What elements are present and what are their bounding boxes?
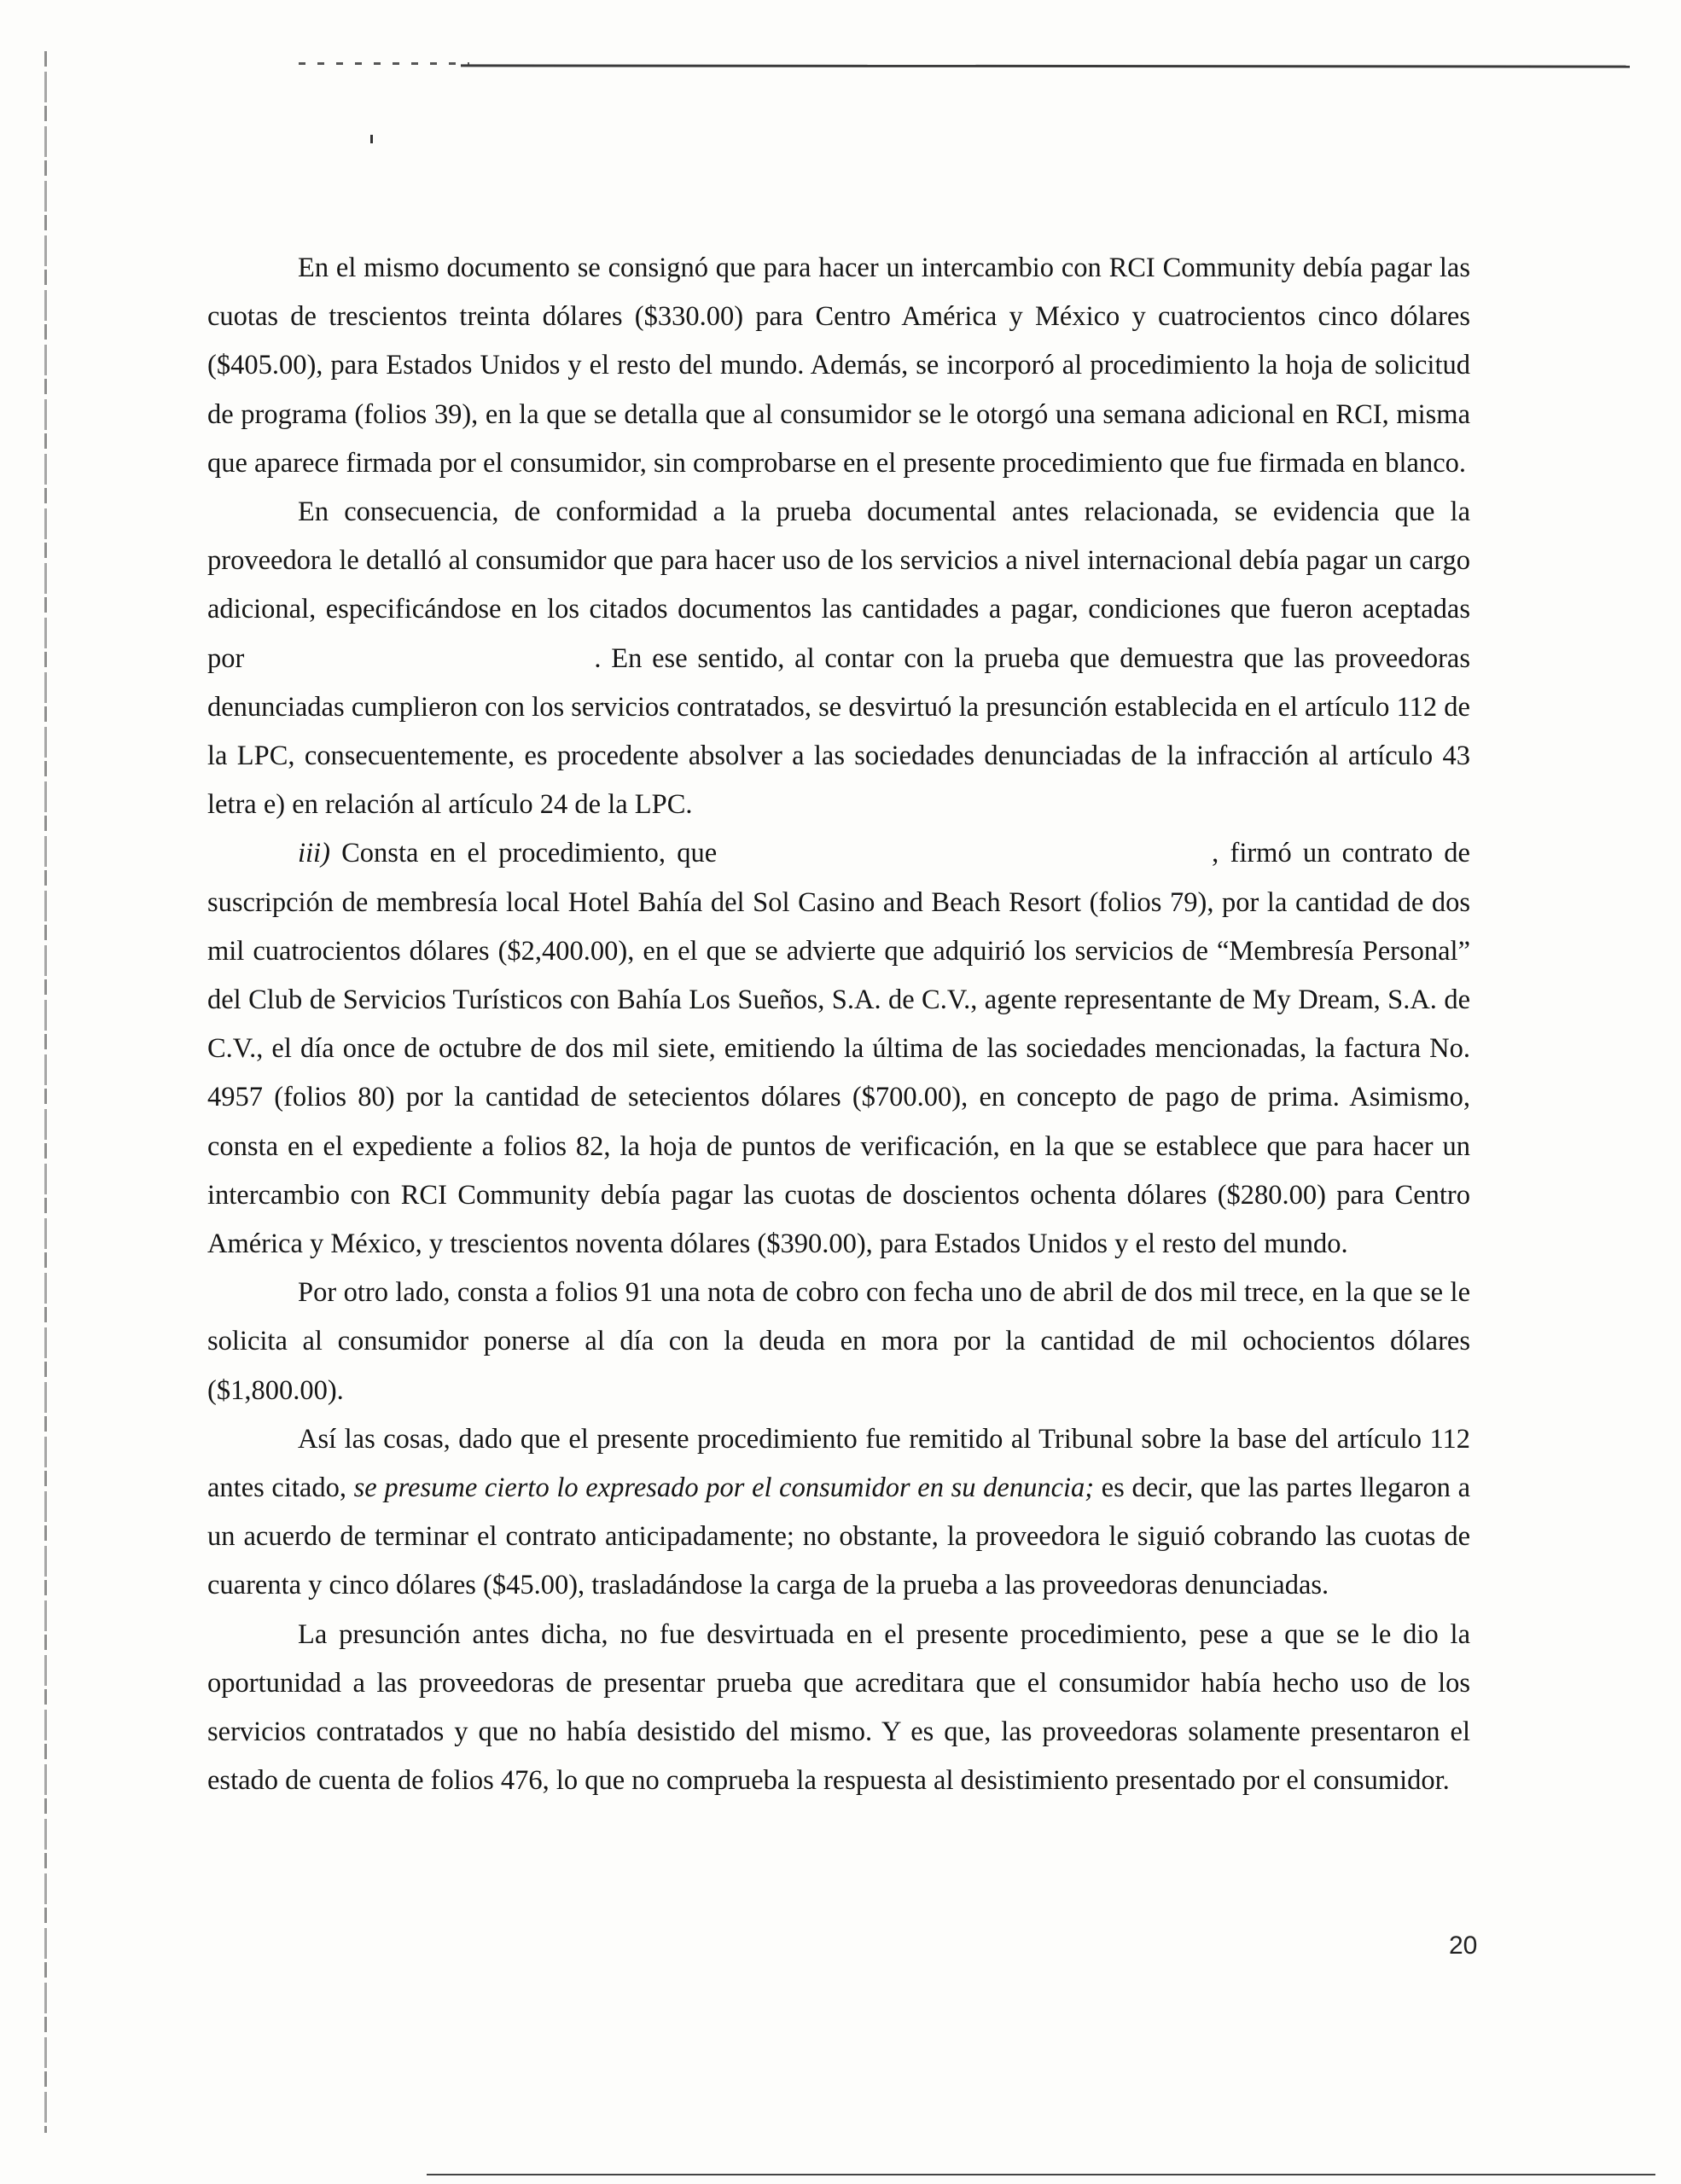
document-body: [207, 244, 1470, 1806]
paragraph-2: [207, 488, 1470, 829]
footer-rule: [427, 2174, 1655, 2175]
paragraph-3-cont: , firmó un contrato de suscripción de membresía local Hotel Bahía del Sol Casino and Beach Resort (folios 79), por la cantidad de dos mil cuatrocientos dólares ($2,400.00), en el que se advierte que adquirió los servicios de “Membresía Personal” del Club de Servicios Turísticos con Bahía Los Sueños, S.A. de C.V., agente representante de My Dream, S.A. de C.V., el día once de octubre de dos mil siete, emitiendo la última de las sociedades mencionadas, la factura No. 4957 (folios 80) por la cantidad de setecientos dólares ($700.00), en concepto de pago de prima. Asimismo, consta en el expediente a folios 82, la hoja de puntos de verificación, en la que se establece que para hacer un intercambio con RCI Community debía pagar las cuotas de doscientos ochenta dólares ($280.00) para Centro América y México, y trescientos noventa dólares ($390.00), para Estados Unidos y el resto del mundo.: [207, 838, 1470, 1260]
paragraph-2-cont: . En ese sentido, al contar con la prueba que demuestra que las proveedoras denunciadas cumplieron con los servicios contratados, se desvirtuó la presunción establecida en el artículo 112 de la LPC, consecuentemente, es procedente absolver a las sociedades denunciadas de la infracción al artículo 43 letra e) en relación al artículo 24 de la LPC.: [207, 642, 1470, 821]
paragraph-5-cont: es decir, que las partes llegaron a un acuerdo de terminar el contrato anticipadamente; no obstante, la proveedora le siguió cobrando las cuotas de cuarenta y cinco dólares ($45.00), trasladándose la carga de la prueba a las proveedoras denunciadas.: [207, 1472, 1471, 1601]
page-number: 20: [1449, 1931, 1478, 1960]
paragraph-2-text: En consecuencia, de conformidad a la prueba documental antes relacionada, se evidencia que la proveedora le detalló al consumidor que para hacer uso de los servicios a nivel internacional debía pagar un cargo adicional, especificándose en los citados documentos las cantidades a pagar, condiciones que fueron aceptadas por: [207, 497, 1470, 674]
paragraph-3: [207, 829, 1470, 1269]
paragraph-5-text: Así las cosas, dado que el presente procedimiento fue remitido al Tribunal sobre la base del artículo 112 antes citado,: [207, 1423, 1470, 1504]
scan-mark: [370, 135, 373, 143]
section-marker: iii): [298, 838, 330, 869]
paragraph-6: La presunción antes dicha, no fue desvirtuada en el presente procedimiento, pese a que se le dio la oportunidad a las proveedoras de presentar prueba que acreditara que el consumidor había hecho uso de los servicios contratados y que no había desistido del mismo. Y es que, las proveedoras solamente presentaron el estado de cuenta de folios 476, lo que no comprueba la respuesta al desistimiento presentado por el consumidor.: [207, 1618, 1470, 1797]
paragraph-3-text: Consta en el procedimiento, que: [329, 838, 718, 869]
scan-top-dashes: [299, 62, 469, 65]
header-rule: [461, 64, 1630, 67]
paragraph-1: En el mismo documento se consignó que para hacer un intercambio con RCI Community debía pagar las cuotas de trescientos treinta dólares ($330.00) para Centro América y México y cuatrocientos cinco dólares ($405.00), para Estados Unidos y el resto del mundo. Además, se incorporó al procedimiento la hoja de solicitud de programa (folios 39), en la que se detalla que al consumidor se le otorgó una semana adicional en RCI, misma que aparece firmada por el consumidor, sin comprobarse en el presente procedimiento que fue firmada en blanco.: [207, 253, 1470, 479]
paragraph-5-emphasis: se presume cierto lo expresado por el consumidor en su denuncia;: [353, 1472, 1095, 1504]
redacted-name: [717, 829, 1212, 878]
paragraph-4: Por otro lado, consta a folios 91 una nota de cobro con fecha uno de abril de dos mil trece, en la que se le solicita al consumidor ponerse al día con la deuda en mora por la cantidad de mil ochocientos dólares ($1,800.00).: [207, 1277, 1470, 1406]
redacted-name: [244, 635, 594, 683]
scan-edge-line: [44, 51, 47, 2133]
paragraph-5: [207, 1415, 1470, 1611]
